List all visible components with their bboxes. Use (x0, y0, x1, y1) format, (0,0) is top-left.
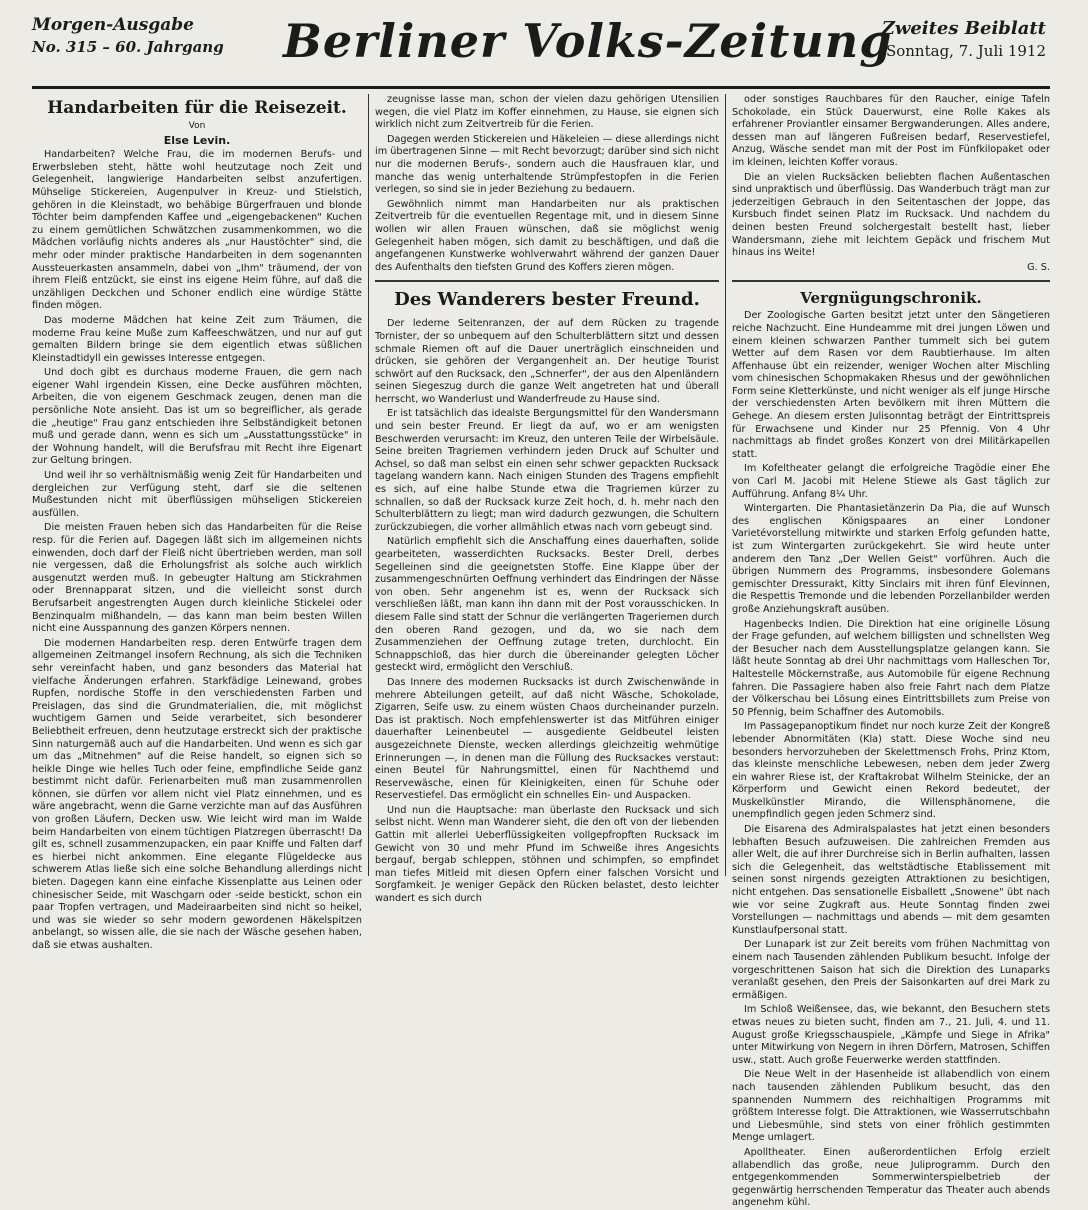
supplement-info (882, 18, 1046, 62)
paragraph: Im Schloß Weißensee, das, wie bekannt, den Besuchern stets etwas neues zu bieten sucht, finden am 7., 21. Juli, 4. und 11. August große Kriegsschauspiele, „Kämpfe und Siege in Afrika" unter Mitwirkung von Negern in ihren Dörfern, Matrosen, Schiffen usw., statt. Auch große Feuerwerke werden stattfinden. (732, 1004, 1050, 1066)
paragraph: Die modernen Handarbeiten resp. deren Entwürfe tragen dem allgemeinen Zeitmangel insofern Rechnung, als sich die Techniken sehr vereinfacht haben, und ganz besonders das Material hat vielfache Änderungen erfahren. Starkfädige Leinewand, grobes Rupfen, nordische Stoffe in den verschiedensten Farben und Preislagen, das sind die Grundmaterialien, die, mit möglichst wuchtigem Garnen und Seide verarbeitet, sich besonderer Beliebtheit erfreuen, denn heutzutage erstreckt sich der praktische Sinn naturgemäß auch auf die Handarbeiten. Und wenn es sich gar um das „Mitnehmen" auf die Reise handelt, so eignen sich so heikle Dinge wie helles Tuch oder feine, empfindliche Seide ganz bestimmt nicht dafür. Ferienarbeiten muß man zusammenrollen können, sie dürfen vor allem nicht viel Platz einnehmen, und es wäre angebracht, wenn die Garne verzichte man auf das Ausführen von großen Läufern, Decken usw. Wie leicht wird man im Walde beim Handarbeiten von einem tüchtigen Platzregen überrascht! Da gilt es, schnell zusammenzupacken, ein paar Kniffe und Falten darf es hierbei nicht ankommen. Eine elegante Flügeldecke aus schwerem Atlas ließe sich eine solche Behandlung allerdings nicht bieten. Dagegen kann eine einfache Kissenplatte aus Leinen oder chinesischer Seide, mit Waschgarn oder -seide bestickt, schon ein paar Tropfen vertragen, und Madeiraarbeiten sind nicht so heikel, und was sie wieder so sehr modern gewordenen Häkelspitzen anbelangt, so wissen alle, die sie nach der Wäsche gesehen haben, daß sie etwas aushalten. (32, 637, 362, 951)
paragraph: Im Passagepanoptikum findet nur noch kurze Zeit der Kongreß lebender Abnormitäten (Kla) statt. Diese Woche sind neu besonders hervorzuheben der Skelettmensch Frohs, Prinz Ktom, das kleinste menschliche Lebewesen, neben dem jeder Zwerg ein wahrer Riese ist, der Kraftakrobat Wilhelm Steinicke, der an Körperform und Gewicht einen Rekord bedeutet, der Muskelkünstler Mirando, die Willensphänomene, die unempfindlich gegen jeden Schmerz sind. (732, 721, 1050, 821)
paragraph: Und doch gibt es durchaus moderne Frauen, die gern nach eigener Wahl irgendein Kissen, eine Decke ausführen möchten, Arbeiten, die von eigenem Geschmack zeugen, denen man die persönliche Note ansieht. Das ist um so begreiflicher, als gerade die „heutige" Frau ganz entschieden ihre Selbständigkeit betonen muß und gerade dann, wenn es sich um „Ausstattungsstücke" in der Wohnung handelt, will die Berufsfrau mit Recht ihre Eigenart zur Geltung bringen. (32, 367, 362, 467)
paragraph: Dagegen werden Stickereien und Häkeleien — diese allerdings nicht im übertragenen Sinne — mit Recht bevorzugt; darüber sind sich nicht nur die modernen Berufs-, sondern auch die Hausfrauen klar, und manche das wenig unterhaltende Strümpfestopfen in die Ferien verlegen, so sind sie in jeder Beziehung zu bedauern. (375, 133, 719, 196)
byline: Von (188, 121, 206, 131)
paragraph: Die Neue Welt in der Hasenheide ist allabendlich von einem nach tausenden zählenden Publikum besucht, das den spannenden Nummern des reichhaltigen Programms mit größtem Interesse folgt. Die Attraktionen, wie Wasserrutschbahn und Liebesmühle, sind stets von einer fröhlich gestimmten Menge umlagert. (732, 1069, 1050, 1144)
article-headline: Des Wanderers bester Freund. (394, 289, 700, 311)
paragraph: Hagenbecks Indien. Die Direktion hat eine originelle Lösung der Frage gefunden, auf welchem billigsten und schnellsten Weg der Besucher nach dem Ausstellungsplatze gelangen kann. Sie läßt heute Sonntag ab drei Uhr nachmittags vom Halleschen Tor, Haltestelle Möckernstraße, aus Automobile für eigene Rechnung fahren. Die Passagiere haben also freie Fahrt nach dem Platze der Völkerschau bei Lösung eines Eintrittsbillets zum Preise von 50 Pfennig, beim Schaffner des Automobils. (732, 618, 1050, 718)
paragraph: Apolltheater. Einen außerordentlichen Erfolg erzielt allabendlich das große, neue Juliprogramm. Durch den entgegenkommenden Sommerwinterspielbetrieb der gegenwärtig herrschenden Temperatur das Theater auch abends angenehm kühl. (732, 1146, 1050, 1209)
supplement-label: Zweites Beiblatt (881, 18, 1046, 39)
paragraph: zeugnisse lasse man, schon der vielen dazu gehörigen Utensilien wegen, die viel Platz im Koffer einnehmen, zu Hause, sie eignen sich wirklich nicht zum Zeitvertreib für die Ferien. (375, 94, 719, 131)
paragraph: oder sonstiges Rauchbares für den Raucher, einige Tafeln Schokolade, ein Stück Dauerwurst, eine Rolle Kakes als erfahrener Proviantler einsamer Bergwanderungen. Alles andere, dessen man auf längeren Fußreisen bedarf, Reservestiefel, Anzug, Wäsche sendet man mit der Post im Fünfkilopaket oder im kleinen, leichten Koffer voraus. (732, 94, 1050, 168)
column-2 (375, 94, 719, 905)
paragraph: Die meisten Frauen heben sich das Handarbeiten für die Reise resp. für die Ferien auf. Dagegen läßt sich im allgemeinen nichts einwenden, doch darf der Fleiß nicht übertrieben werden, man soll nie vergessen, daß die Erholungsfrist als solche auch wirklich ausgenutzt werden muß. In gebeugter Haltung am Stickrahmen oder Brennapparat sitzen, und die vielleicht sonst durch Berufsarbeit angestrengten Augen durch kleinliche Stickelei oder Benzinqualm mißhandeln, — das kann man beim besten Willen nicht eine Ausspannung des ganzen Körpers nennen. (32, 522, 362, 635)
column-divider (725, 94, 726, 876)
signature: G. S. (1027, 261, 1050, 273)
masthead-rule (32, 86, 1050, 89)
paragraph: Er ist tatsächlich das idealste Bergungsmittel für den Wandersmann und sein bester Freund. Er liegt da auf, wo er am wenigsten Beschwerden verursacht: im Kreuz, den unteren Teile der Wirbelsäule. Seine breiten Tragriemen verhindern jeden Druck auf Schulter und Achsel, so daß man selbst ein einen sehr schwer gepackten Rucksack tagelang wandern kann. Nach einigen Stunden des Tragens empfiehlt es sich, auf eine halbe Stunde etwa die Tragriemen kürzer zu schnallen, so daß der Rucksack kurze Zeit hoch, d. h. mehr nach den Schulterblättern zu liegt; man wird dadurch gezwungen, die Schultern zurückzubiegen, die vorher allmählich etwas nach vorn gebeugt sind. (375, 408, 719, 533)
paragraph: Und nun die Hauptsache: man überlaste den Rucksack und sich selbst nicht. Wenn man Wanderer sieht, die den oft von der liebenden Gattin mit allerlei Ueberflüssigkeiten vollgepfropften Rucksack im Gewicht von 30 und mehr Pfund im Schweiße ihres Angesichts bergauf, bergab schleppen, stöhnen und schimpfen, so empfindet man tiefes Mitleid mit diesen Opfern einer falschen Vorsicht und Sorgfamkeit. Je weniger Gepäck den Rücken belastet, desto leichter wandert es sich durch (375, 804, 719, 905)
paragraph: Das Innere des modernen Rucksacks ist durch Zwischenwände in mehrere Abteilungen geteilt, auf daß nicht Wäsche, Schokolade, Zigarren, Seife usw. zu einem wüsten Chaos durcheinander purzeln. Das ist praktisch. Noch empfehlenswerter ist das Mitführen einiger dauerhafter Leinenbeutel — ausgediente Geldbeutel leisten ausgezeichnete Dienste, wecken allerdings gleichzeitig wehmütige Erinnerungen —, in denen man die Füllung des Rucksackes verstaut: einen Beutel für Nahrungsmittel, einen für Nachthemd und Reservewäsche, einen für Kleinigkeiten, einen für Schuhe oder Reservestiefel. Das ermöglicht ein schnelles Ein- und Auspacken. (375, 676, 719, 802)
issue-number: No. 315 – 60. Jahrgang (32, 38, 224, 56)
paragraph: Der Lunapark ist zur Zeit bereits vom frühen Nachmittag von einem nach Tausenden zählenden Publikum besucht. Infolge der vorgeschrittenen Saison hat sich die Direktion des Lunaparks veranlaßt gesehen, den Preis der Saisonkarten auf drei Mark zu ermäßigen. (732, 939, 1050, 1001)
column-divider (368, 94, 369, 876)
paragraph: Im Kofeltheater gelangt die erfolgreiche Tragödie einer Ehe von Carl M. Jacobi mit Helene Stiewe als Gast täglich zur Aufführung. Anfang 8¼ Uhr. (732, 463, 1050, 500)
column-3 (732, 94, 1050, 1209)
paragraph: Der lederne Seitenranzen, der auf dem Rücken zu tragende Tornister, der so unbequem auf den Schulterblättern sitzt und dessen schmale Riemen oft auf die Dauer unerträglich einschneiden und drücken, sie gehören der Vergangenheit an. Der heutige Tourist schwört auf den Rucksack, den „Schnerfer", der aus den Alpenländern seinen Siegeszug durch die ganze Welt angetreten hat und überall herrscht, wo Wanderlust und Wanderfreude zu Hause sind. (375, 318, 719, 405)
paragraph: Handarbeiten? Welche Frau, die im modernen Berufs- und Erwerbsleben steht, hätte wohl heutzutage noch Zeit und Gelegenheit, langwierige Handarbeiten selbst anzufertigen. Mühselige Stickereien, Augenpulver in Kreuz- und Stielstich, gehören in die Kleinstadt, wo behäbige Bürgerfrauen und blonde Töchter beim dampfenden Kaffee und „eigengebackenen" Kuchen zu einem gemütlichen Schwätzchen zusammenkommen, wo die Mädchen vorläufig nichts anderes als „nur Haustöchter" sind, die mehr oder minder praktische Handarbeiten in dem sogenannten Aussteuerkasten ansammeln, dabei von „Ihm" träumend, der von ihrem Fleiß entzückt, sie einst ins eigene Heim führe, auf daß die unzähligen Deckchen und Schoner endlich eine würdige Stätte finden mögen. (32, 149, 362, 312)
paragraph: Das moderne Mädchen hat keine Zeit zum Träumen, die moderne Frau keine Muße zum Kaffeeschwätzen, und nur auf gut gemalten Bildern bringe sie dem eigentlich etwas süßlichen Kleinstadtidyll ein gewisses Interesse entgegen. (32, 314, 362, 364)
section-rule (732, 280, 1050, 282)
edition-info (32, 14, 224, 58)
paragraph: Gewöhnlich nimmt man Handarbeiten nur als praktischen Zeitvertreib für die eventuellen Regentage mit, und in diesem Sinne wollen wir allen Frauen wünschen, daß sie möglichst wenig Gelegenheit haben mögen, sich damit zu beschäftigen, und daß die angefangenen Kunstwerke wohlverwahrt während der ganzen Dauer des Aufenthalts den tiefsten Grund des Koffers zieren mögen. (375, 198, 719, 273)
paragraph: Wintergarten. Die Phantasietänzerin Da Pia, die auf Wunsch des englischen Königspaares an einer Londoner Varietévorstellung mitwirkte und starken Erfolg gefunden hatte, ist zum Wintergarten zurückgekehrt. Sie wird heute unter anderem den Tanz „Der Wellen Geist" vorführen. Auch die übrigen Nummern des Programms, insbesondere Golemans gemischter Dressurakt, Kitty Sinclairs mit ihren fünf Elevinnen, die Respettis Tremonde und die lebenden Porzellanbilder werden große Anziehungskraft ausüben. (732, 503, 1050, 615)
paragraph: Die Eisarena des Admiralspalastes hat jetzt einen besonders lebhaften Besuch aufzuweisen. Die zahlreichen Fremden aus aller Welt, die auf ihrer Durchreise sich in Berlin aufhalten, lassen sich die Gelegenheit, das weltstädtische Etablissement mit seinen sonst nirgends gezeigten Attraktionen zu besichtigen, nicht entgehen. Das sensationelle Eisballett „Snowene" übt nach wie vor seine Zugkraft aus. Heute Sonntag finden zwei Vorstellungen — nachmittags und abends — mit dem gesamten Kunstlaufpersonal statt. (732, 824, 1050, 936)
paragraph: Natürlich empfiehlt sich die Anschaffung eines dauerhaften, solide gearbeiteten, wasserdichten Rucksacks. Bester Drell, derbes Segelleinen sind die geeignetsten Stoffe. Eine Klappe über der zusammengeschnürten Oeffnung verhindert das Eindringen der Nässe von oben. Sehr angenehm ist es, wenn der Rucksack sich verschließen läßt, man kann ihn dann mit der Post vorausschicken. In diesem Falle sind statt der Schnur die verlängerten Trageriemen durch den oberen Rand gezogen, und da, wo sie nach dem Zusammenziehen der Oeffnung zutage treten, durchlocht. Ein Schnappschloß, das hier durch die übereinander gelegten Löcher gesteckt wird, ermöglicht den Verschluß. (375, 536, 719, 674)
section-headline: Vergnügungschronik. (800, 289, 982, 308)
masthead (0, 0, 1088, 88)
newspaper-title: Berliner Volks-Zeitung (283, 14, 893, 68)
paragraph: Der Zoologische Garten besitzt jetzt unter den Sängetieren reiche Nachzucht. Eine Hundeamme mit drei jungen Löwen und einem kleinen schwarzen Panther tummelt sich bei gutem Wetter auf dem Rasen vor dem Raubtierhause. Im alten Affenhause übt ein reizender, weniger Wochen alter Mischling vom chinesischen Schopmakaken Rhesus und der gewöhnlichen Form seine Kletterkünste, und nicht weniger als elf junge Hirsche der verschiedensten Arten bevölkern mit ihren Müttern die Gehege. An diesem ersten Julisonntag beträgt der Eintrittspreis für Erwachsene und Kinder nur 25 Pfennig. Von 4 Uhr nachmittags ab findet großes Konzert von drei Militärkapellen statt. (732, 310, 1050, 460)
paragraph: Und weil ihr so verhältnismäßig wenig Zeit für Handarbeiten und dergleichen zur Verfügung steht, darf sie die seltenen Mußestunden nicht mit überflüssigen mühseligen Stickereien ausfüllen. (32, 470, 362, 519)
paragraph: Die an vielen Rucksäcken beliebten flachen Außentaschen sind unpraktisch und überflüssig. Das Wanderbuch trägt man zur jederzeitigen Gebrauch in den Seitentaschen der Joppe, das Kursbuch findet seinen Platz im Rucksack. Und nachdem du deinen besten Freund solchergestalt bestellt hast, lieber Wandersmann, ziehe mit leichtem Gepäck und frischem Mut hinaus ins Weite! (732, 171, 1050, 259)
issue-date: Sonntag, 7. Juli 1912 (885, 42, 1046, 60)
column-1 (32, 94, 362, 951)
section-rule (375, 280, 719, 282)
edition-label: Morgen-Ausgabe (32, 15, 194, 35)
author-name: Else Levin. (163, 133, 231, 147)
article-headline: Handarbeiten für die Reisezeit. (47, 98, 347, 118)
